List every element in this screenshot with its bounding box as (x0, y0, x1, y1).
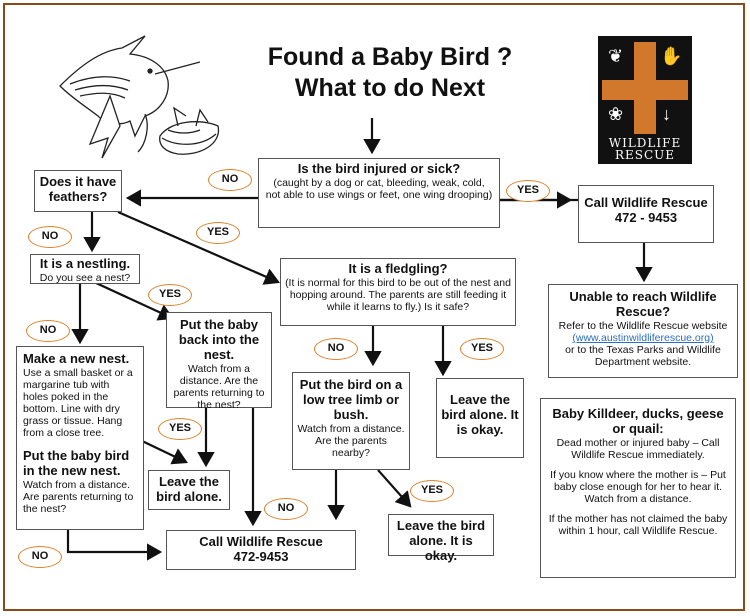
arrow-newnest-no (68, 528, 160, 552)
bird-track-icon: ↓ (662, 104, 671, 124)
nestling-box: It is a nestling. Do you see a nest? (30, 254, 140, 284)
yes-label-limb: YES (410, 480, 454, 502)
wildlife-rescue-logo (598, 36, 692, 164)
no-label-feathers: NO (28, 226, 72, 248)
killdeer-box: Baby Killdeer, ducks, geese or quail: Dead mother or injured baby – Call Wildlife Rescue immediately. If you know where the mother is – Put baby close enough for her to hear it. Watch from a distance. If the mother has not claimed the baby within 1 hour, call Wildlife Rescue. (540, 398, 736, 578)
paw-print-icon: ❀ (608, 104, 624, 124)
yes-label-feathers: YES (196, 222, 240, 244)
no-label-nestling: NO (26, 320, 70, 342)
low-limb-box: Put the bird on a low tree limb or bush. Watch from a distance. Are the parents nearby? (292, 372, 410, 470)
yes-label-nestling: YES (148, 284, 192, 306)
yes-label-fledgling: YES (460, 338, 504, 360)
leave-alone-box: Leave the bird alone. (148, 470, 230, 510)
leave-okay-box: Leave the bird alone. It is okay. (436, 378, 524, 458)
no-label-put-back: NO (264, 498, 308, 520)
no-label-new-nest: NO (18, 546, 62, 568)
title-line-1: Found a Baby Bird ? (267, 43, 513, 71)
page-title (250, 42, 530, 105)
logo-cross-horizontal (602, 80, 688, 100)
arrow-newnest-yes (140, 440, 186, 462)
yes-label-injured: YES (506, 180, 550, 202)
no-label-injured: NO (208, 169, 252, 191)
injured-question-box: Is the bird injured or sick? (caught by a dog or cat, bleeding, weak, cold, not able to use wings or feet, one wing drooping) (258, 158, 500, 228)
hummingbird-nest-illustration (50, 26, 230, 166)
website-link[interactable]: (www.austinwildliferescue.org) (572, 331, 714, 344)
logo-text: WILDLIFE RESCUE (608, 135, 682, 163)
leaf-icon: ❦ (608, 46, 624, 66)
fledgling-box: It is a fledgling? (It is normal for this bird to be out of the nest and hopping around. The parents are still feeding it while it learns to fly.) Is it safe? (280, 258, 516, 326)
yes-label-new-nest: YES (158, 418, 202, 440)
unable-to-reach-box: Unable to reach Wildlife Rescue? Refer to the Wildlife Rescue website (www.austinwildliferescue.org) or to the Texas Parks and Wildlife Department website. (548, 284, 738, 378)
feathers-question-box: Does it have feathers? (34, 170, 122, 212)
leave-okay-box-2: Leave the bird alone. It is okay. (388, 514, 494, 556)
no-label-fledgling: NO (314, 338, 358, 360)
call-wildlife-rescue-top: Call Wildlife Rescue 472 - 9453 (578, 185, 714, 243)
put-back-box: Put the baby back into the nest. Watch from a distance. Are the parents returning to the nest? (166, 312, 272, 408)
arrow-feathers-yes (118, 212, 278, 282)
call-wildlife-rescue-bottom: Call Wildlife Rescue 472-9453 (166, 530, 356, 570)
hand-print-icon: ✋ (660, 46, 683, 66)
new-nest-box: Make a new nest. Use a small basket or a margarine tub with holes poked in the bottom. Line with dry grass or tissue. Hang from a close tree. Put the baby bird in the new nest. Watch from a distance. Are parents returning to the nest? (16, 346, 144, 530)
arrow-limb-yes (378, 470, 410, 506)
title-line-2: What to do Next (294, 74, 486, 103)
